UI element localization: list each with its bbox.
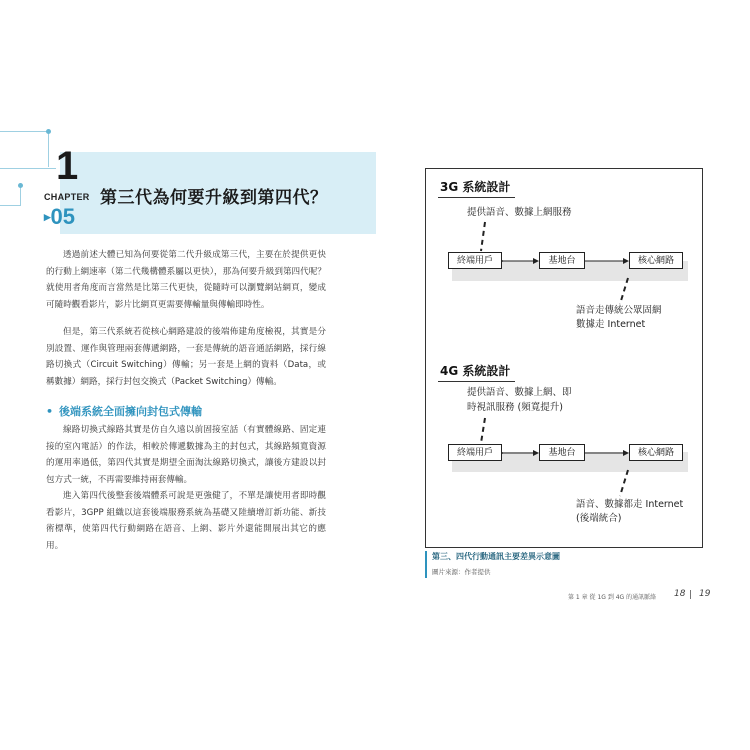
figure-caption: 第三、四代行動通訊主要差異示意圖 xyxy=(432,552,560,561)
chapter-number: 1 xyxy=(56,144,79,188)
body-paragraph-1: 透過前述大體已知為何要從第二代升級成第三代，主要在於提供更快的行動上網速率（第二代幾構體系屬以更快），那為何要升級到第四代呢？就使用者角度而言當然是比第三代更快，從隨時可以瀏覽網站網頁，變成可隨時觀看影片，影片比網頁更需要傳輸量與傳輸即時性。 xyxy=(46,250,326,310)
page-number-right: 19 xyxy=(699,589,711,599)
page-number-left: 18 xyxy=(674,589,686,599)
subheading: • 後端系統全面擁向封包式傳輸 xyxy=(46,405,203,418)
diagram-4g-node-core: 核心網路 xyxy=(629,444,683,461)
chapter-label: CHAPTER xyxy=(44,192,90,202)
diagram-4g-top-note-2: 時視訊服務 (頻寬提升) xyxy=(467,402,563,413)
running-footer: 第 1 章 從 1G 到 4G 的通訊脈絡 xyxy=(568,594,657,601)
diagram-4g-top-note-1: 提供語音、數據上網、即 xyxy=(467,387,572,398)
dashed-connector xyxy=(620,278,628,304)
body-paragraph-3: 線路切換式線路其實是仿自久遠以前固接室話（有實體線路、固定連接的室內電話）的作法，相較於傳遞數據為主的封包式，其線路頻寬資源的運用率過低，第四代其實是期望全面淘汰線路切換式，讓後方建設以封包方式一統，不再需要維持兩套傳輸。 xyxy=(46,425,326,485)
diagram-3g-bottom-note-1: 語音走傳統公眾固網 xyxy=(576,305,662,316)
caption-accent-bar xyxy=(425,551,427,578)
diagram-3g-title: 3G 系統設計 xyxy=(440,180,511,194)
chapter-title: 第三代為何要升級到第四代？ xyxy=(100,188,328,208)
dashed-connector xyxy=(481,418,485,443)
diagram-4g-title: 4G 系統設計 xyxy=(440,364,511,378)
triangle-marker-icon: ▸ xyxy=(44,209,51,224)
dashed-connector xyxy=(481,222,485,251)
body-paragraph-2: 但是，第三代系統若從核心網路建設的後端佈建角度檢視，其實是分別設置、運作與管理兩套傳遞網路，一套是傳統的語音通話網路，採行線路切換式（Circuit Switching）傳輸；另一套是上網的資料（Data，或稱數據）網路，採行封包交換式（Packet Switching）傳輸。 xyxy=(46,327,326,387)
bullet-icon: • xyxy=(46,405,54,418)
diagram-3g-top-note: 提供語音、數據上網服務 xyxy=(467,207,572,218)
dashed-connector xyxy=(620,470,628,496)
diagram-3g-node-core: 核心網路 xyxy=(629,252,683,269)
page-number-divider xyxy=(690,590,691,599)
figure-source: 圖片來源：作者提供 xyxy=(432,568,491,576)
diagram-4g-bottom-note-1: 語音、數據都走 Internet xyxy=(576,499,684,510)
diagram-3g-node-basestation: 基地台 xyxy=(539,252,585,269)
diagram-3g-node-user: 終端用戶 xyxy=(448,252,502,269)
section-number: ▸05 xyxy=(44,204,76,229)
diagram-4g-node-user: 終端用戶 xyxy=(448,444,502,461)
diagram-4g-bottom-note-2: (後端統合) xyxy=(576,513,622,524)
diagram-4g-node-basestation: 基地台 xyxy=(539,444,585,461)
diagram-3g-bottom-note-2: 數據走 Internet xyxy=(576,319,646,330)
body-paragraph-4: 進入第四代後整套後端體系可說是更強健了，不單是讓使用者即時觀看影片，3GPP 組織以這套後端服務系統為基礎又陸續增訂新功能、新技術標準，使第四代行動網路在語音、上網、影片外還能開展出其它的應用。 xyxy=(46,491,326,551)
